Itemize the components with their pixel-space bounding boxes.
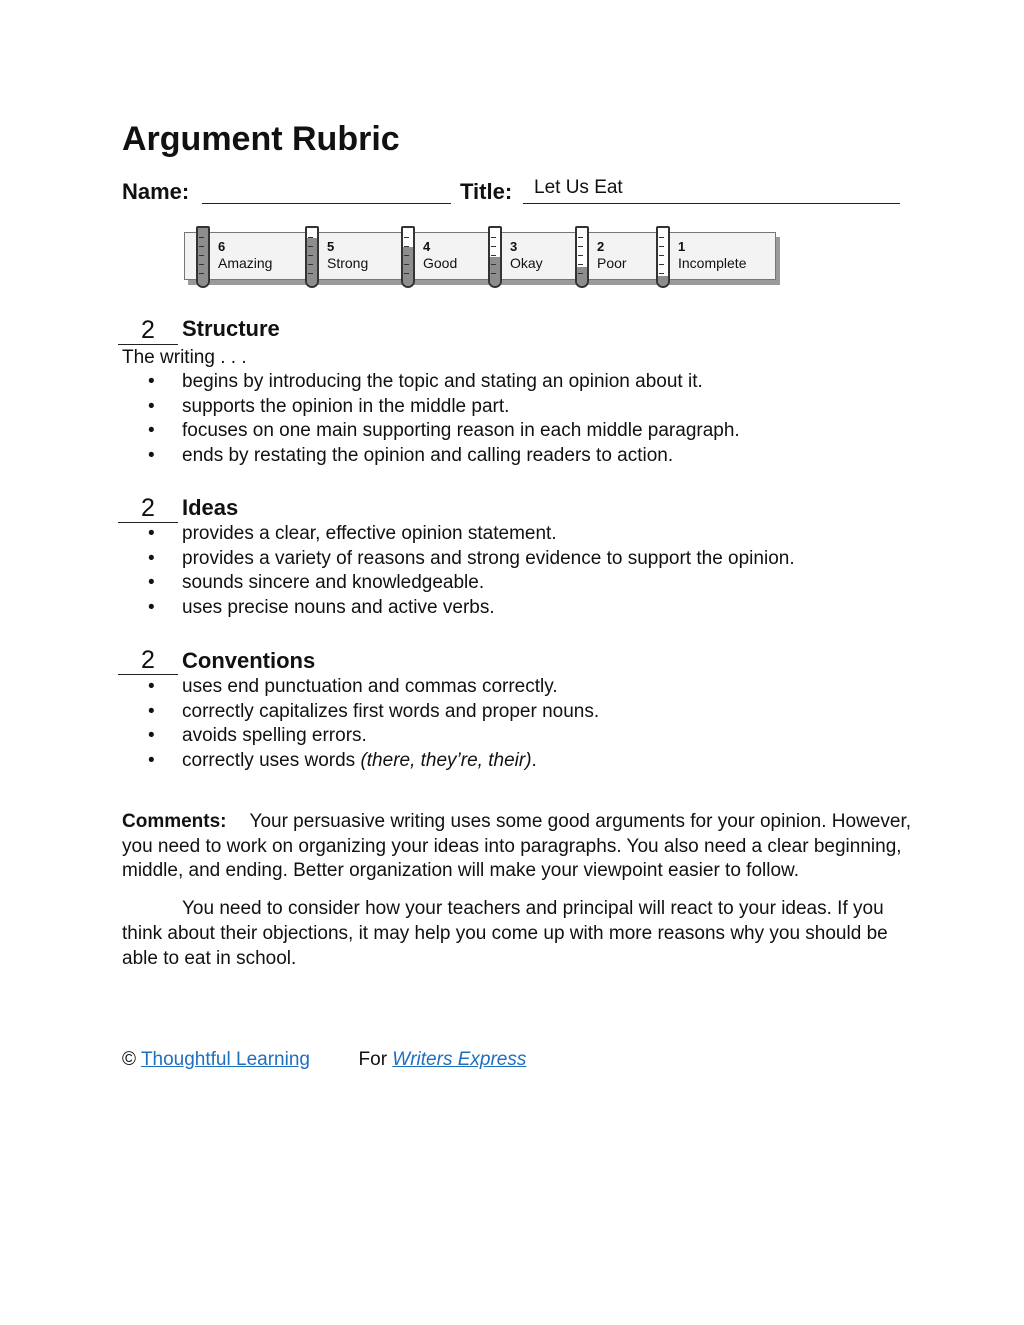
scale-label: Good — [423, 255, 458, 271]
thermometer-tick — [578, 246, 583, 247]
scale-number: 1 — [678, 239, 686, 254]
thermometer-tick — [404, 255, 409, 256]
structure-intro: The writing . . . — [122, 347, 247, 368]
thermometer-fill — [490, 257, 500, 286]
bullet: • — [148, 523, 155, 544]
comments-label: Comments: — [122, 811, 227, 832]
ideas-list — [148, 522, 795, 620]
thermometer-tick — [578, 237, 583, 238]
bullet: • — [148, 420, 155, 441]
bullet: • — [148, 676, 155, 697]
conventions-list — [148, 675, 599, 773]
list-item: • correctly capitalizes first words and proper nouns. — [148, 700, 600, 722]
bullet: • — [148, 547, 155, 569]
bullet: • — [148, 596, 155, 618]
copyright-symbol: © — [122, 1049, 136, 1070]
scale-label: Okay — [510, 255, 543, 271]
thermometer-tick — [491, 237, 496, 238]
list-item: • correctly uses words (there, they’re, their). — [148, 749, 537, 771]
thoughtful-learning-link[interactable]: Thoughtful Learning — [140, 1049, 310, 1070]
thermometer-fill — [403, 247, 413, 286]
writers-express-link[interactable]: Writers Express — [392, 1049, 527, 1070]
thermometer-tick — [404, 237, 409, 238]
thermometer-icon — [575, 226, 589, 288]
list-item: • provides a clear, effective opinion statement. — [148, 523, 557, 544]
thermometer-tick — [404, 264, 409, 265]
scale-level-6 — [218, 238, 272, 272]
thermometer-fill — [658, 276, 668, 286]
scale-level-4 — [423, 238, 457, 272]
scale-number: 3 — [510, 239, 518, 254]
scale-label: Amazing — [218, 255, 273, 271]
scale-level-3 — [510, 238, 543, 272]
thermometer-icon — [488, 226, 502, 288]
scale-number: 4 — [423, 239, 431, 254]
bullet: • — [148, 371, 155, 392]
list-item: • focuses on one main supporting reason in each middle paragraph. — [148, 420, 740, 441]
ideas-heading: Ideas — [182, 495, 239, 520]
scale-label: Incomplete — [678, 255, 747, 271]
footer — [122, 1049, 526, 1071]
scale-level-2 — [597, 238, 627, 272]
bullet: • — [148, 444, 155, 466]
thermometer-icon — [305, 226, 319, 288]
structure-score: 2 — [118, 316, 178, 345]
thermometer-tick — [659, 273, 664, 274]
page-title: Argument Rubric — [122, 120, 400, 158]
comments-paragraph-2: You need to consider how your teachers and principal will react to your ideas. If you think about their objections, it may help you come up with more reasons why you should be able to eat in school. — [122, 898, 888, 969]
thermometer-fill — [577, 267, 587, 286]
conventions-heading: Conventions — [182, 648, 316, 673]
thermometer-tick — [491, 255, 496, 256]
name-field[interactable] — [202, 203, 451, 204]
thermometer-tick — [308, 237, 313, 238]
name-label: Name: — [122, 179, 190, 204]
thermometer-icon — [401, 226, 415, 288]
scale-label: Strong — [327, 255, 369, 271]
thermometer-tick — [199, 255, 204, 256]
scale-label: Poor — [597, 255, 627, 271]
title-field[interactable] — [523, 203, 900, 204]
thermometer-tick — [578, 264, 583, 265]
list-item: • provides a variety of reasons and strong evidence to support the opinion. — [148, 547, 795, 569]
list-item: • begins by introducing the topic and stating an opinion about it. — [148, 371, 703, 392]
thermometer-tick — [404, 246, 409, 247]
for-text: For — [358, 1049, 388, 1070]
bullet: • — [148, 700, 155, 722]
bullet: • — [148, 572, 155, 593]
thermometer-tick — [578, 273, 583, 274]
list-item: • avoids spelling errors. — [148, 725, 367, 746]
list-item: • uses precise nouns and active verbs. — [148, 596, 495, 618]
comments-block — [122, 810, 912, 984]
thermometer-tick — [308, 264, 313, 265]
thermometer-tick — [659, 255, 664, 256]
thermometer-tick — [308, 273, 313, 274]
scale-number: 5 — [327, 239, 335, 254]
thermometer-tick — [578, 255, 583, 256]
thermometer-tick — [659, 246, 664, 247]
thermometer-tick — [199, 273, 204, 274]
scale-number: 2 — [597, 239, 605, 254]
bullet: • — [148, 749, 155, 771]
thermometer-icon — [656, 226, 670, 288]
list-item: • uses end punctuation and commas correctly. — [148, 676, 558, 697]
structure-list — [148, 370, 740, 468]
structure-heading: Structure — [182, 316, 280, 341]
thermometer-tick — [404, 273, 409, 274]
list-item: • sounds sincere and knowledgeable. — [148, 572, 485, 593]
thermometer-tick — [659, 237, 664, 238]
scale-level-1 — [678, 238, 746, 272]
thermometer-tick — [491, 264, 496, 265]
thermometer-tick — [491, 246, 496, 247]
thermometer-tick — [199, 246, 204, 247]
bullet: • — [148, 395, 155, 417]
thermometer-tick — [308, 246, 313, 247]
ideas-score: 2 — [118, 494, 178, 523]
scale-level-5 — [327, 238, 368, 272]
thermometer-tick — [199, 237, 204, 238]
list-item: • supports the opinion in the middle part. — [148, 395, 510, 417]
thermometer-tick — [199, 264, 204, 265]
thermometer-tick — [308, 255, 313, 256]
thermometer-icon — [196, 226, 210, 288]
thermometer-tick — [659, 264, 664, 265]
conventions-score: 2 — [118, 646, 178, 675]
title-label: Title: — [460, 179, 513, 204]
title-value: Let Us Eat — [534, 177, 623, 198]
list-item: • ends by restating the opinion and calling readers to action. — [148, 444, 674, 466]
scale-number: 6 — [218, 239, 226, 254]
bullet: • — [148, 725, 155, 746]
thermometer-tick — [491, 273, 496, 274]
comments-paragraph-1: Comments: Your persuasive writing uses some good arguments for your opinion. However, you need to work on organizing your ideas into paragraphs. You also need a clear beginning, middle, and ending. Better organization will make your viewpoint easier to follow. — [122, 811, 911, 882]
